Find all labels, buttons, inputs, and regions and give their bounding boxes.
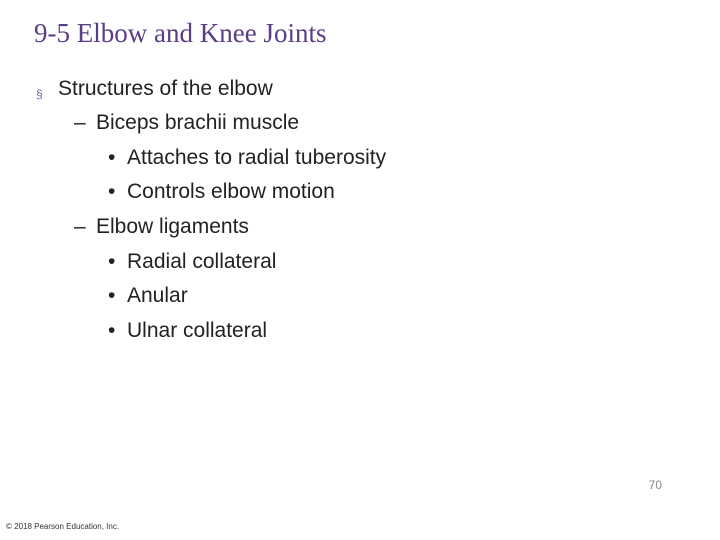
bullet-text: Attaches to radial tuberosity xyxy=(127,146,387,169)
bullet-text: Structures of the elbow xyxy=(58,77,273,100)
bullet-item xyxy=(108,318,268,344)
dot-bullet-icon: • xyxy=(108,319,116,342)
square-bullet-icon: § xyxy=(36,87,43,101)
bullet-item xyxy=(74,110,300,136)
slide-title: 9-5 Elbow and Knee Joints xyxy=(34,18,327,48)
dot-bullet-icon: • xyxy=(108,250,116,273)
copyright-notice: © 2018 Pearson Education, Inc. xyxy=(6,522,120,531)
bullet-item xyxy=(36,76,273,102)
bullet-text: Anular xyxy=(127,284,188,307)
bullet-item xyxy=(108,283,188,309)
bullet-item xyxy=(74,214,249,240)
dot-bullet-icon: • xyxy=(108,180,116,203)
dot-bullet-icon: • xyxy=(108,284,116,307)
bullet-text: Radial collateral xyxy=(127,250,277,273)
bullet-text: Ulnar collateral xyxy=(127,319,268,342)
bullet-item xyxy=(108,179,335,205)
dash-bullet-icon: – xyxy=(74,215,86,238)
bullet-item xyxy=(108,249,277,275)
bullet-text: Controls elbow motion xyxy=(127,180,335,203)
page-number: 70 xyxy=(648,478,662,492)
bullet-text: Biceps brachii muscle xyxy=(96,111,300,134)
dot-bullet-icon: • xyxy=(108,146,116,169)
bullet-item xyxy=(108,145,387,171)
bullet-text: Elbow ligaments xyxy=(96,215,249,238)
dash-bullet-icon: – xyxy=(74,111,86,134)
